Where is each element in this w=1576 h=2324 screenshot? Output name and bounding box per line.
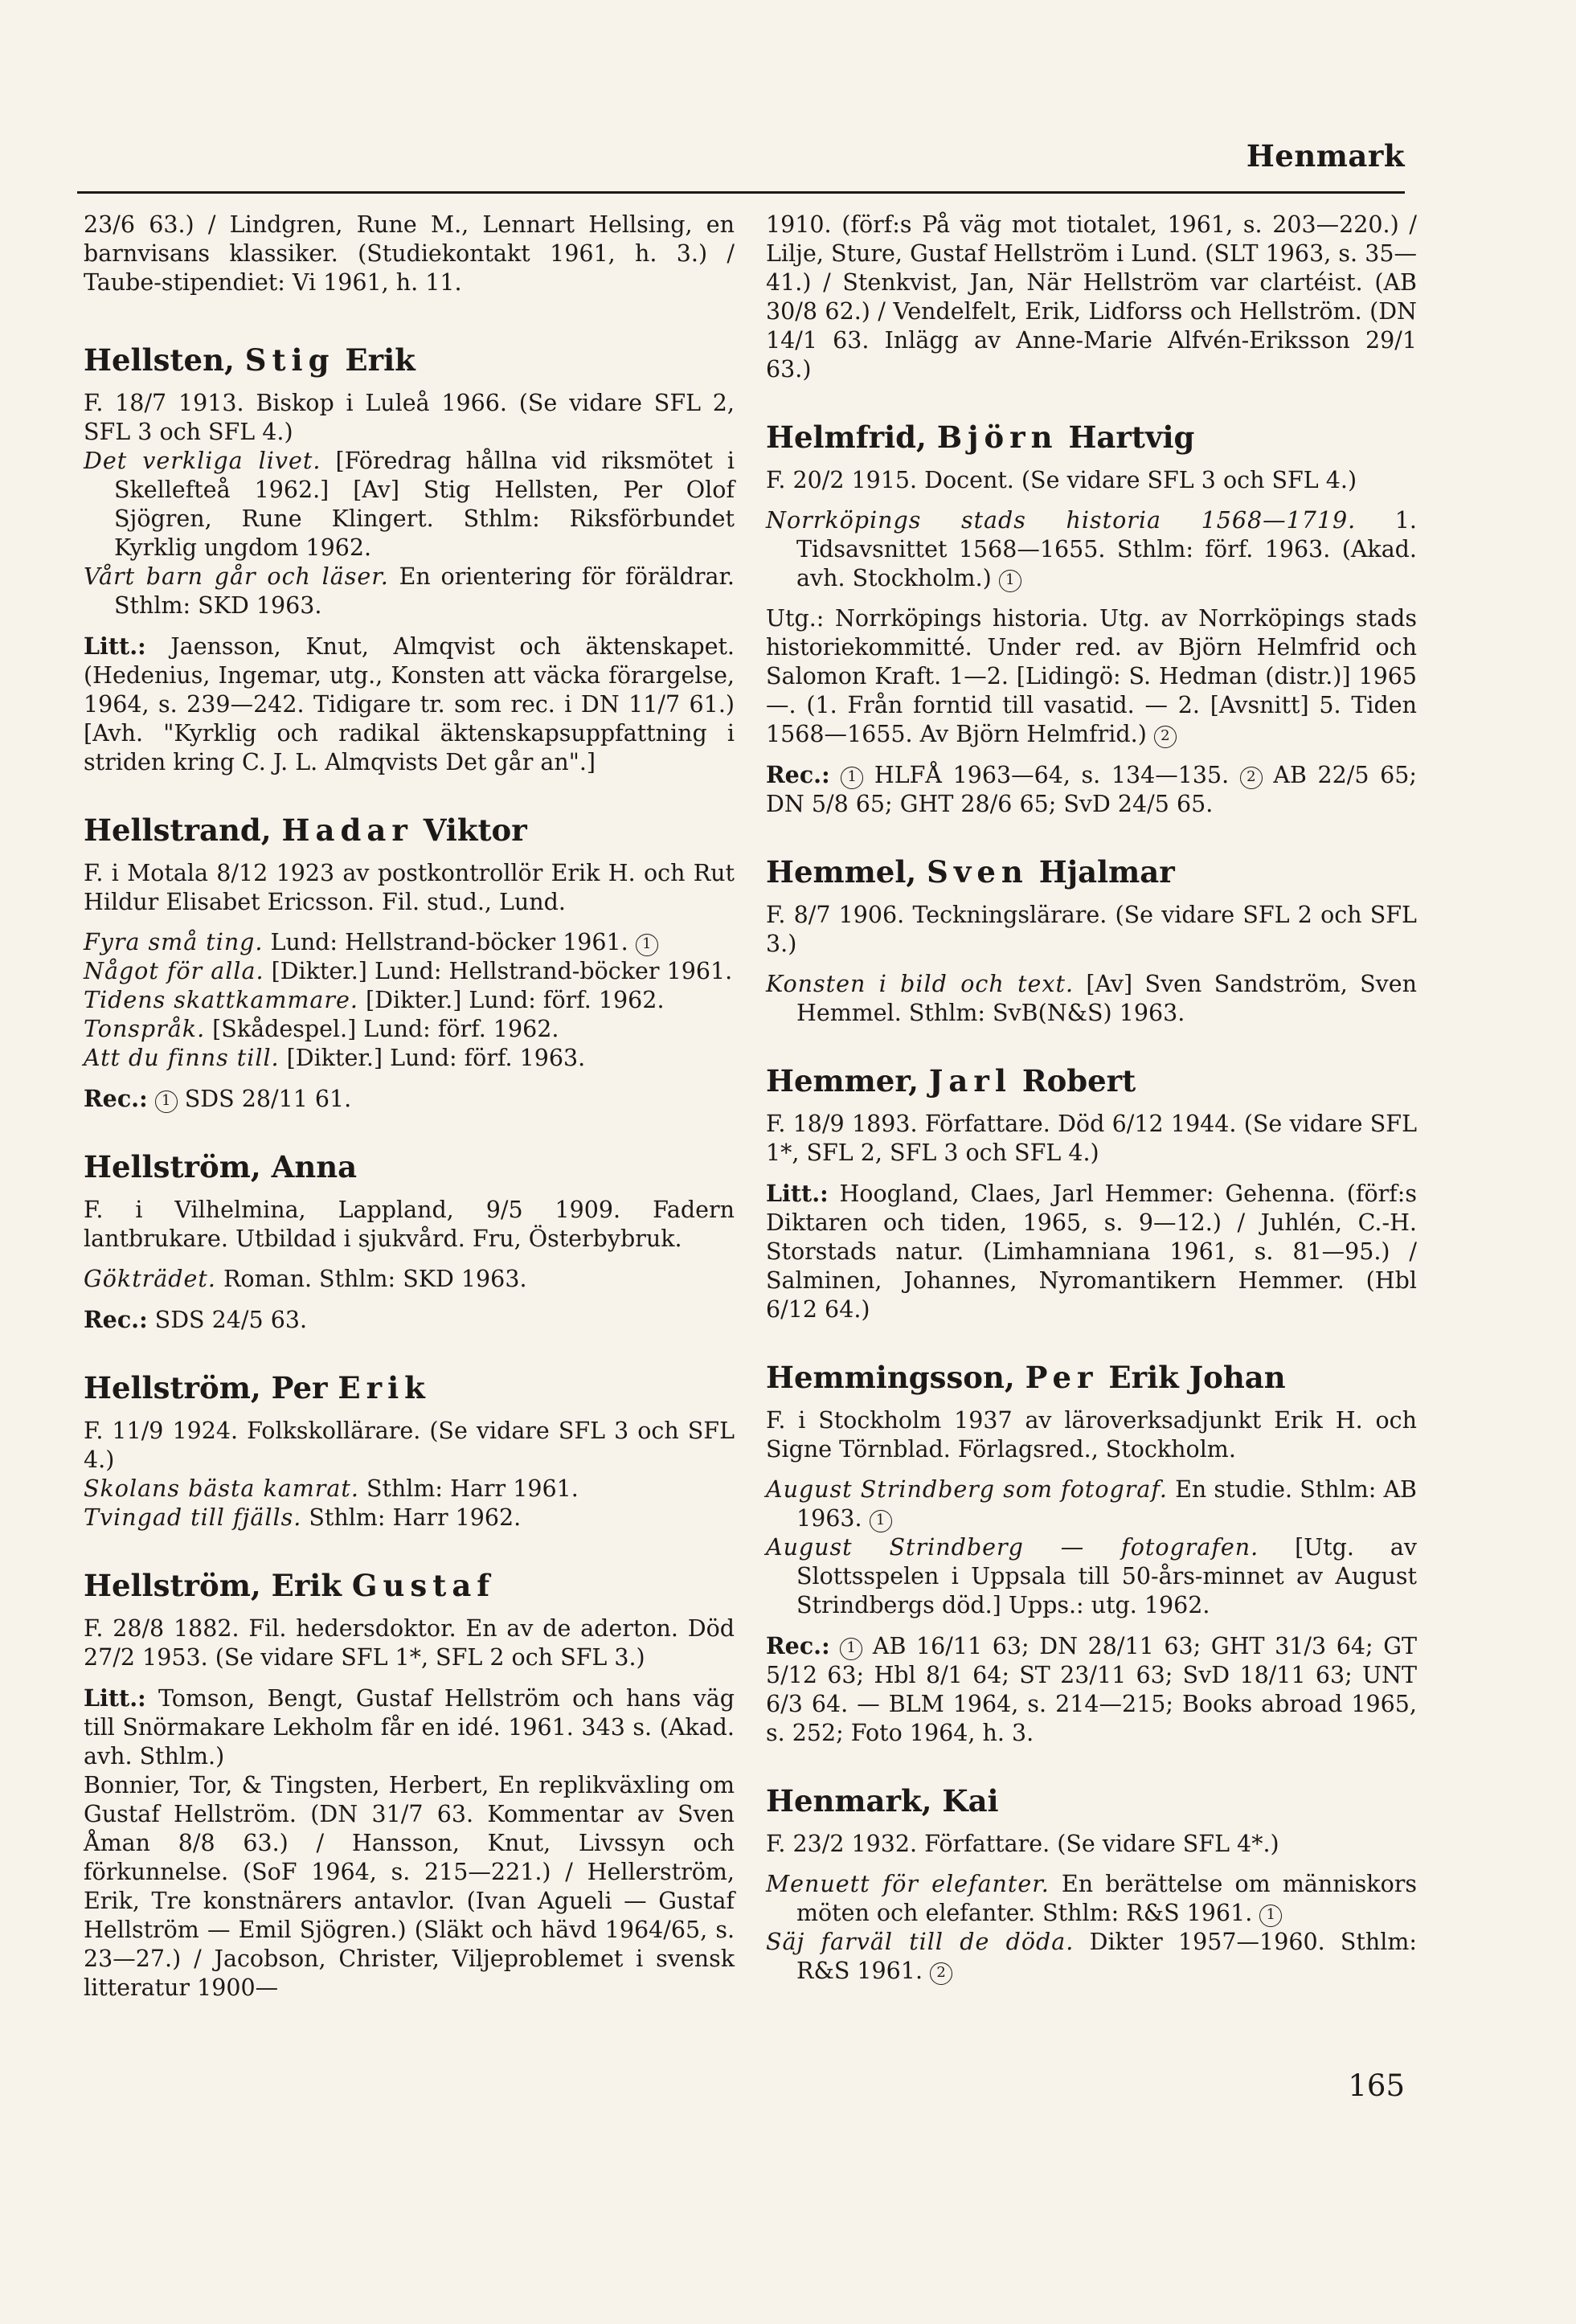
entry-bio: F. i Motala 8/12 1923 av postkontrollör Erik H. och Rut Hildur Elisabet Ericsson. Fil. stud., Lund. <box>84 860 735 915</box>
circled-one-mark: 1 <box>1259 1905 1282 1927</box>
literature-note: Bonnier, Tor, & Tingsten, Herbert, En replikväxling om Gustaf Hellström. (DN 31/7 63. Kommentar av Sven Åman 8/8 63.) / Hansson, Knut, Livssyn och förkunnelse. (SoF 1964, s. 215—221.) / Hellerström, Erik, Tre konstnärers antavlor. (Ivan Agueli — Gustaf Hellström — Emil Sjögren.) (Släkt och hävd 1964/65, s. 23—27.) / Jacobson, Christer, Viljeproblemet i svensk litteratur 1900— <box>84 1772 735 2001</box>
entry-bio: F. 23/2 1932. Författare. (Se vidare SFL 4*.) <box>766 1831 1279 1857</box>
circled-one-mark: 1 <box>840 1638 862 1660</box>
entry-heading-hemmer: Hemmer, Jarl Robert <box>766 1063 1136 1099</box>
left-column <box>84 211 735 2014</box>
right-column <box>766 211 1417 1997</box>
work-entry: Tonspråk. [Skådespel.] Lund: förf. 1962. <box>84 1016 559 1042</box>
work-entry: Att du finns till. [Dikter.] Lund: förf. 1963. <box>84 1045 586 1071</box>
header-rule <box>77 191 1405 194</box>
entry-bio: F. 18/7 1913. Biskop i Luleå 1966. (Se vidare SFL 2, SFL 3 och SFL 4.) <box>84 390 735 445</box>
work-entry: Säj farväl till de döda. Dikter 1957—1960. Sthlm: R&S 1961. 2 <box>766 1929 1417 1984</box>
circled-one-mark: 1 <box>636 934 658 956</box>
entry-bio: F. 28/8 1882. Fil. hedersdoktor. En av de aderton. Död 27/2 1953. (Se vidare SFL 1*, SFL 2 och SFL 3.) <box>84 1615 735 1671</box>
work-entry: Vårt barn går och läser. En orientering för föräldrar. Sthlm: SKD 1963. <box>84 563 735 619</box>
entry-bio: F. 18/9 1893. Författare. Död 6/12 1944. (Se vidare SFL 1*, SFL 2, SFL 3 och SFL 4.) <box>766 1111 1417 1166</box>
work-entry: Fyra små ting. Lund: Hellstrand-böcker 1961. 1 <box>84 928 735 957</box>
continued-text: 23/6 63.) / Lindgren, Rune M., Lennart Hellsing, en barnvisans klassiker. (Studiekontakt 1961, h. 3.) / Taube-stipendiet: Vi 1961, h. 11. <box>84 211 735 296</box>
circled-one-mark: 1 <box>870 1510 892 1532</box>
work-entry: Menuett för elefanter. En berättelse om människors möten och elefanter. Sthlm: R&S 1961. 1 <box>766 1871 1417 1926</box>
entry-heading-helmfrid: Helmfrid, Björn Hartvig <box>766 419 1195 455</box>
entry-heading-hemmingsson: Hemmingsson, Per Erik Johan <box>766 1360 1286 1395</box>
work-entry: Tidens skattkammare. [Dikter.] Lund: förf. 1962. <box>84 987 665 1013</box>
circled-two-mark: 2 <box>1240 767 1263 789</box>
work-entry: Skolans bästa kamrat. Sthlm: Harr 1961. <box>84 1475 579 1502</box>
circled-one-mark: 1 <box>155 1090 178 1113</box>
review-note: Rec.: 1 HLFÅ 1963—64, s. 134—135. 2 AB 22/5 65; DN 5/8 65; GHT 28/6 65; SvD 24/5 65. <box>766 761 1417 817</box>
work-entry: Tvingad till fjälls. Sthlm: Harr 1962. <box>84 1504 522 1531</box>
work-entry: August Strindberg som fotograf. En studie. Sthlm: AB 1963. 1 <box>766 1476 1418 1532</box>
circled-one-mark: 1 <box>841 767 863 789</box>
entry-bio: F. 11/9 1924. Folkskollärare. (Se vidare SFL 3 och SFL 4.) <box>84 1418 735 1473</box>
entry-heading-henmark: Henmark, Kai <box>766 1783 999 1819</box>
page-number: 165 <box>1348 2068 1405 2103</box>
review-note: Rec.: 1 SDS 28/11 61. <box>84 1085 352 1112</box>
entry-heading-hellsten: Hellsten, Stig Erik <box>84 342 415 378</box>
entry-bio: F. i Vilhelmina, Lappland, 9/5 1909. Fadern lantbrukare. Utbildad i sjukvård. Fru, Österbybruk. <box>84 1197 735 1252</box>
circled-one-mark: 1 <box>999 570 1021 592</box>
continued-text: 1910. (förf:s På väg mot tiotalet, 1961, s. 203—220.) / Lilje, Sture, Gustaf Hellström i Lund. (SLT 1963, s. 35—41.) / Stenkvist, Jan, När Hellström var clartéist. (AB 30/8 62.) / Vendelfelt, Erik, Lidforss och Hellström. (DN 14/1 63. Inlägg av Anne-Marie Alfvén-Eriksson 29/1 63.) <box>766 211 1417 383</box>
review-note: Rec.: SDS 24/5 63. <box>84 1306 308 1333</box>
work-entry: Norrköpings stads historia 1568—1719. 1. Tidsavsnittet 1568—1655. Sthlm: förf. 1963. (Akad. avh. Stockholm.) 1 <box>766 507 1417 591</box>
entry-heading-hellstrom-per-erik: Hellström, Per Erik <box>84 1370 431 1405</box>
circled-two-mark: 2 <box>1154 726 1177 748</box>
running-head: Henmark <box>1246 138 1405 174</box>
literature-note: Litt.: Jaensson, Knut, Almqvist och äktenskapet. (Hedenius, Ingemar, utg., Konsten att väcka förargelse, 1964, s. 239—242. Tidigare tr. som rec. i DN 11/7 61.) [Avh. "Kyrklig och radikal äktenskapsuppfattning i striden kring C. J. L. Almqvists Det går an".] <box>84 632 735 775</box>
work-entry: Det verkliga livet. [Föredrag hållna vid riksmötet i Skellefteå 1962.] [Av] Stig Hellsten, Per Olof Sjögren, Rune Klingert. Sthlm: Riksförbundet Kyrklig ungdom 1962. <box>84 448 735 561</box>
entry-heading-hellstrom-erik-gustaf: Hellström, Erik Gustaf <box>84 1568 496 1603</box>
review-note: Rec.: 1 AB 16/11 63; DN 28/11 63; GHT 31/3 64; GT 5/12 63; Hbl 8/1 64; ST 23/11 63; SvD 18/11 63; UNT 6/3 64. — BLM 1964, s. 214—215; Books abroad 1965, s. 252; Foto 1964, h. 3. <box>766 1632 1417 1746</box>
editor-note: Utg.: Norrköpings historia. Utg. av Norrköpings stads historiekommitté. Under red. av Björn Helmfrid och Salomon Kraft. 1—2. [Lidingö: S. Hedman (distr.)] 1965—. (1. Från forntid till vasatid. — 2. [Avsnitt] 5. Tiden 1568—1655. Av Björn Helmfrid.) 2 <box>766 605 1417 747</box>
circled-two-mark: 2 <box>930 1962 952 1985</box>
work-entry: August Strindberg — fotografen. [Utg. av Slottsspelen i Uppsala till 50-års-minnet av August Strindbergs död.] Upps.: utg. 1962. <box>766 1534 1417 1618</box>
entry-heading-hellstrand: Hellstrand, Hadar Viktor <box>84 812 527 848</box>
entry-heading-hellstrom-anna: Hellström, Anna <box>84 1149 358 1185</box>
entry-heading-hemmel: Hemmel, Sven Hjalmar <box>766 854 1175 890</box>
literature-note: Litt.: Hoogland, Claes, Jarl Hemmer: Gehenna. (förf:s Diktaren och tiden, 1965, s. 9—12.) / Juhlén, C.-H. Storstads natur. (Limhamniana 1961, s. 81—95.) / Salminen, Johannes, Nyromantikern Hemmer. (Hbl 6/12 64.) <box>766 1180 1417 1323</box>
entry-bio: F. 20/2 1915. Docent. (Se vidare SFL 3 och SFL 4.) <box>766 467 1357 493</box>
literature-note: Litt.: Tomson, Bengt, Gustaf Hellström och hans väg till Snörmakare Lekholm får en idé. 1961. 343 s. (Akad. avh. Sthlm.) <box>84 1684 735 1770</box>
work-entry: Konsten i bild och text. [Av] Sven Sandström, Sven Hemmel. Sthlm: SvB(N&S) 1963. <box>766 971 1417 1026</box>
work-entry: Gökträdet. Roman. Sthlm: SKD 1963. <box>84 1266 527 1292</box>
entry-bio: F. 8/7 1906. Teckningslärare. (Se vidare SFL 2 och SFL 3.) <box>766 902 1417 957</box>
entry-bio: F. i Stockholm 1937 av läroverksadjunkt Erik H. och Signe Törnblad. Förlagsred., Stockholm. <box>766 1407 1417 1463</box>
work-entry: Något för alla. [Dikter.] Lund: Hellstrand-böcker 1961. <box>84 958 733 984</box>
